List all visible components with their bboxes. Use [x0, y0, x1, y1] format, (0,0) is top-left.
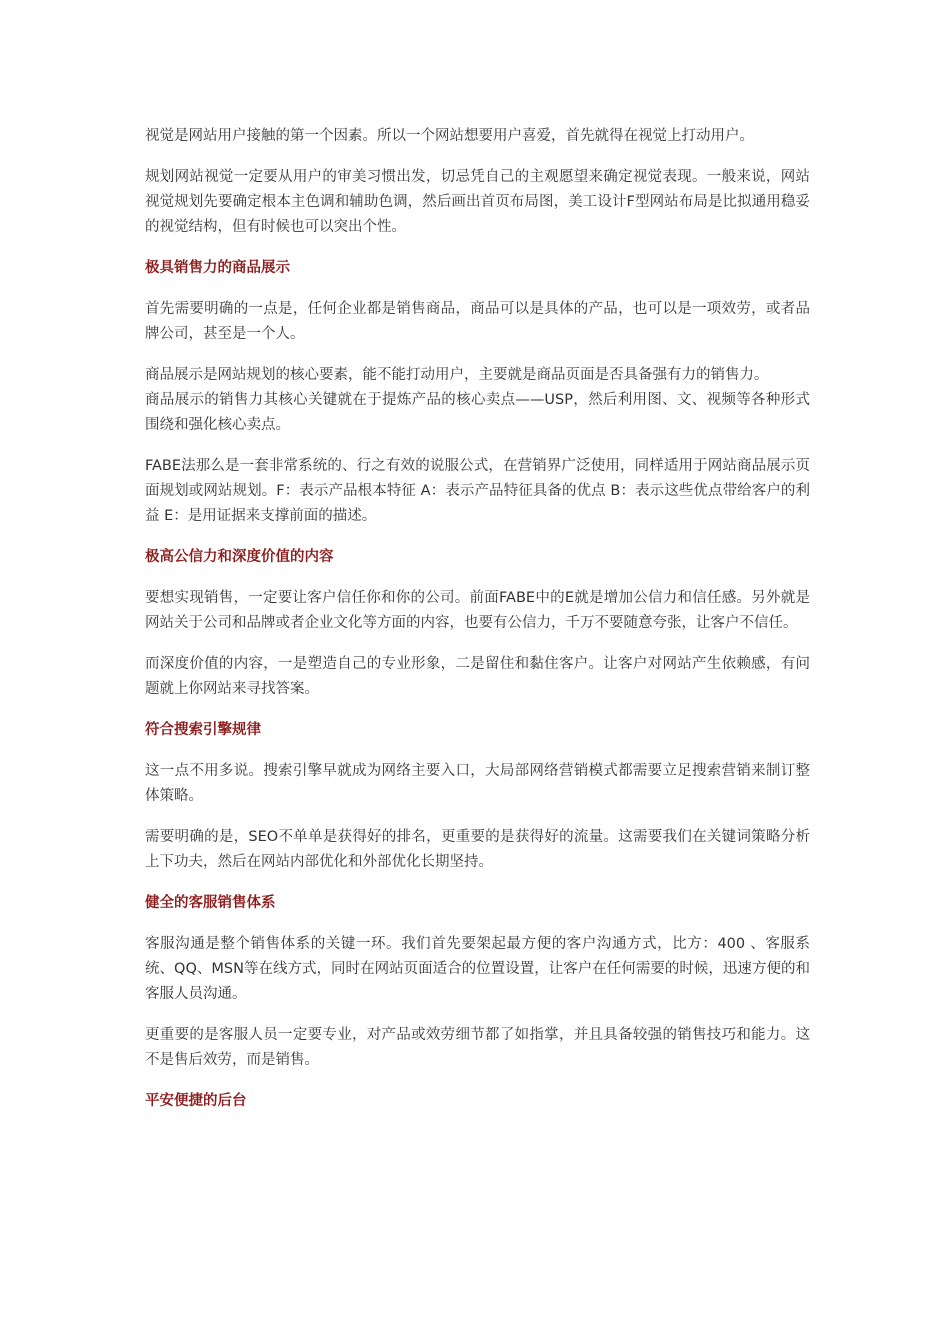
paragraph: 商品展示的销售力其核心关键就在于提炼产品的核心卖点——USP，然后利用图、文、视频等各种形式围绕和强化核心卖点。: [145, 392, 810, 433]
paragraph: 视觉是网站用户接触的第一个因素。所以一个网站想要用户喜爱，首先就得在视觉上打动用户。: [145, 128, 754, 144]
paragraph: 商品展示是网站规划的核心要素，能不能打动用户，主要就是商品页面是否具备强有力的销售力。: [145, 367, 769, 383]
paragraph: 更重要的是客服人员一定要专业，对产品或效劳细节都了如指掌，并且具备较强的销售技巧和能力。这不是售后效劳，而是销售。: [145, 1027, 810, 1068]
section-heading: 符合搜索引擎规律: [145, 722, 261, 738]
paragraph: 这一点不用多说。搜索引擎早就成为网络主要入口，大局部网络营销模式都需要立足搜索营销来制订整体策略。: [145, 763, 810, 804]
paragraph: 客服沟通是整个销售体系的关键一环。我们首先要架起最方便的客户沟通方式，比方：400 、客服系统、QQ、MSN等在线方式，同时在网站页面适合的位置设置，让客户在任何需要的时候，迅速方便的和客服人员沟通。: [145, 936, 810, 1002]
section-heading: 极具销售力的商品展示: [145, 260, 290, 276]
paragraph: 规划网站视觉一定要从用户的审美习惯出发，切忌凭自己的主观愿望来确定视觉表现。一般来说，网站视觉规划先要确定根本主色调和辅助色调，然后画出首页布局图，美工设计F型网站布局是比拟通用稳妥的视觉结构，但有时候也可以突出个性。: [145, 169, 810, 235]
paragraph: 首先需要明确的一点是，任何企业都是销售商品，商品可以是具体的产品，也可以是一项效劳，或者品牌公司，甚至是一个人。: [145, 301, 810, 342]
document-body: [145, 124, 810, 1130]
section-heading: 平安便捷的后台: [145, 1093, 247, 1109]
paragraph: 而深度价值的内容，一是塑造自己的专业形象，二是留住和黏住客户。让客户对网站产生依赖感，有问题就上你网站来寻找答案。: [145, 656, 810, 697]
paragraph: 需要明确的是，SEO不单单是获得好的排名，更重要的是获得好的流量。这需要我们在关键词策略分析上下功夫，然后在网站内部优化和外部优化长期坚持。: [145, 829, 810, 870]
section-heading: 极高公信力和深度价值的内容: [145, 549, 334, 565]
section-heading: 健全的客服销售体系: [145, 895, 276, 911]
paragraph: 要想实现销售，一定要让客户信任你和你的公司。前面FABE中的E就是增加公信力和信任感。另外就是网站关于公司和品牌或者企业文化等方面的内容，也要有公信力，千万不要随意夸张，让客户不信任。: [145, 590, 810, 631]
paragraph: FABE法那么是一套非常系统的、行之有效的说服公式，在营销界广泛使用，同样适用于网站商品展示页面规划或网站规划。F：表示产品根本特征 A：表示产品特征具备的优点 B：表示这些优点带给客户的利益 E：是用证据来支撑前面的描述。: [145, 458, 810, 524]
